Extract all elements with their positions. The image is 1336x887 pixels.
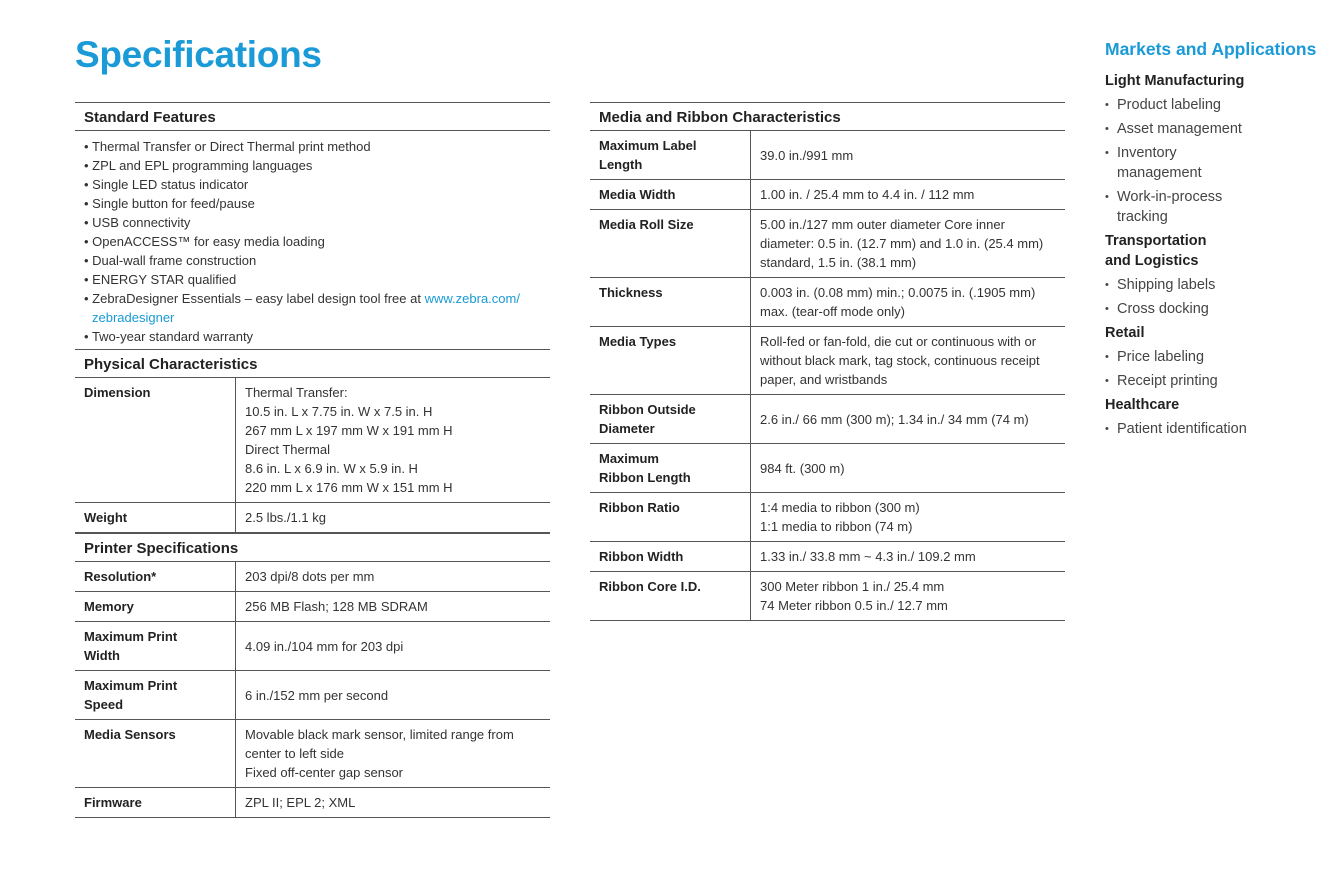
feature-text: Single button for feed/pause [92,196,255,211]
spec-value [751,180,1066,210]
spec-value-line: standard, 1.5 in. (38.1 mm) [760,255,917,270]
spec-value [236,378,551,503]
spec-row [590,493,1065,542]
spec-value-line: 6 in./152 mm per second [245,687,389,703]
feature-text: Single LED status indicator [92,177,249,192]
market-item: • Asset management [1105,119,1325,139]
standard-features-heading: Standard Features [75,102,550,131]
markets-sidebar [1105,39,1325,443]
spec-value [751,395,1066,444]
spec-row [590,572,1065,621]
market-item: • Work-in-process tracking [1105,187,1235,227]
spec-value [236,720,551,788]
spec-value-line: 2.5 lbs./1.1 kg [245,510,326,525]
page-title: Specifications [75,34,322,75]
market-item: • Inventory management [1105,143,1235,183]
spec-label [75,378,236,503]
left-column [75,102,550,818]
spec-label-text: Maximum Label Length [599,138,697,172]
feature-text: ENERGY STAR qualified [92,272,237,287]
spec-label-text: Thickness [599,285,663,300]
spec-label-text: Ribbon Outside Diameter [599,402,696,436]
spec-value [236,671,551,720]
spec-label [590,210,751,278]
spec-row [75,503,550,533]
market-item: • Price labeling [1105,347,1325,367]
spec-label [590,180,751,210]
spec-row [75,622,550,671]
spec-value [236,622,551,671]
market-list [1105,95,1325,227]
spec-label-text: Ribbon Width [599,549,684,564]
spec-label-text: Weight [84,510,128,525]
spec-label [75,671,236,720]
spec-label [75,503,236,533]
spec-label-text: Maximum Print Width [84,629,178,663]
spec-label [75,592,236,622]
spec-row [590,395,1065,444]
market-item: • Receipt printing [1105,371,1325,391]
spec-value-line: 984 ft. (300 m) [760,460,845,476]
spec-row [590,180,1065,210]
spec-label-text: Media Types [599,334,677,349]
spec-label [75,788,236,818]
spec-value-line: paper, and wristbands [760,372,888,387]
market-item: • Cross docking [1105,299,1325,319]
standard-features-list [75,131,550,349]
spec-value [751,327,1066,395]
feature-text: OpenACCESS™ for easy media loading [92,234,325,249]
feature-item [84,270,550,289]
spec-value [236,562,551,592]
market-list [1105,275,1325,319]
spec-value-line: 256 MB Flash; 128 MB SDRAM [245,599,428,614]
spec-value [751,572,1066,621]
spec-label [590,572,751,621]
spec-value-line: 8.6 in. L x 6.9 in. W x 5.9 in. H [245,461,418,476]
spec-row [590,542,1065,572]
spec-label-text: Ribbon Core I.D. [599,579,701,594]
spec-value [751,210,1066,278]
spec-value-line: max. (tear-off mode only) [760,304,905,319]
spec-value-line: 203 dpi/8 dots per mm [245,569,375,584]
spec-value-line: 39.0 in./991 mm [760,147,854,163]
feature-text: Dual-wall frame construction [92,253,257,268]
spec-label [590,542,751,572]
spec-value-line: center to left side [245,746,344,761]
spec-value-line: 267 mm L x 197 mm W x 191 mm H [245,423,453,438]
spec-label-text: Ribbon Ratio [599,500,680,515]
spec-label-text: Maximum Print Speed [84,678,178,712]
spec-label-text: Media Sensors [84,727,176,742]
spec-value-line: 1:1 media to ribbon (74 m) [760,519,913,534]
spec-value-line: 300 Meter ribbon 1 in./ 25.4 mm [760,579,945,594]
printer-specs-heading: Printer Specifications [75,533,550,562]
spec-label-text: Firmware [84,795,142,810]
feature-item [84,232,550,251]
spec-value-line: 0.003 in. (0.08 mm) min.; 0.0075 in. (.1905 mm) [760,285,1036,300]
media-ribbon-heading: Media and Ribbon Characteristics [590,102,1065,131]
spec-value [751,542,1066,572]
spec-value [751,278,1066,327]
market-list [1105,347,1325,391]
spec-value-line: Thermal Transfer: [245,385,348,400]
markets-heading: Markets and Applications [1105,39,1317,59]
spec-value [751,131,1066,180]
spec-value-line: 74 Meter ribbon 0.5 in./ 12.7 mm [760,598,948,613]
feature-item [84,327,550,346]
feature-item [84,251,550,270]
market-item: • Patient identification [1105,419,1325,439]
spec-label [590,327,751,395]
feature-text: Two-year standard warranty [91,329,254,344]
physical-heading: Physical Characteristics [75,349,550,378]
market-group-heading: Light Manufacturing [1105,73,1245,89]
spec-value-line: 2.6 in./ 66 mm (300 m); 1.34 in./ 34 mm (74 m) [760,411,1029,427]
market-list [1105,419,1325,439]
feature-item [84,289,550,327]
spec-label [75,720,236,788]
feature-item [84,175,550,194]
market-item: • Shipping labels [1105,275,1325,295]
spec-row [75,671,550,720]
spec-label-text: Memory [84,599,134,614]
spec-label [590,278,751,327]
spec-value [236,503,551,533]
spec-value-line: Direct Thermal [245,442,331,457]
spec-value [751,493,1066,542]
market-group-heading: Retail [1105,325,1145,341]
feature-item [84,137,550,156]
market-group-heading: Healthcare [1105,397,1180,413]
spec-row [590,327,1065,395]
spec-value-line: without black mark, tag stock, continuous receipt [760,353,1040,368]
spec-value-line: 1:4 media to ribbon (300 m) [760,500,920,515]
spec-value-line: Movable black mark sensor, limited range from [245,727,514,742]
spec-label [75,562,236,592]
spec-label-text: Media Width [599,187,676,202]
feature-item [84,194,550,213]
middle-column [590,102,1065,621]
feature-item [84,213,550,232]
feature-text: ZebraDesigner Essentials – easy label design tool free at [92,291,425,306]
feature-item [84,156,550,175]
spec-row [590,444,1065,493]
spec-row [590,131,1065,180]
spec-value-line: 1.33 in./ 33.8 mm ~ 4.3 in./ 109.2 mm [760,549,976,564]
spec-row [75,378,550,503]
physical-table [75,378,550,533]
feature-text: USB connectivity [92,215,191,230]
spec-value-line: diameter: 0.5 in. (12.7 mm) and 1.0 in. (25.4 mm) [760,236,1044,251]
spec-label-text: Dimension [84,385,151,400]
spec-value-line: 4.09 in./104 mm for 203 dpi [245,638,404,654]
spec-label-text: Resolution* [84,569,157,584]
spec-value-line: ZPL II; EPL 2; XML [245,795,356,810]
spec-row [75,788,550,818]
feature-text: ZPL and EPL programming languages [92,158,313,173]
spec-row [590,278,1065,327]
market-item: • Product labeling [1105,95,1325,115]
spec-value-line: 5.00 in./127 mm outer diameter Core inner [760,217,1005,232]
market-group-heading: Transportation and Logistics [1105,233,1207,269]
spec-row [590,210,1065,278]
spec-value-line: Roll-fed or fan-fold, die cut or continuous with or [760,334,1037,349]
spec-label-text: Maximum Ribbon Length [599,451,691,485]
printer-specs-table [75,562,550,818]
feature-text: Thermal Transfer or Direct Thermal print method [91,139,371,154]
spec-value-line: 220 mm L x 176 mm W x 151 mm H [245,480,453,495]
spec-label [590,395,751,444]
spec-row [75,720,550,788]
spec-label [75,622,236,671]
spec-value [236,788,551,818]
spec-value [236,592,551,622]
media-ribbon-table [590,131,1065,621]
spec-label [590,131,751,180]
spec-value-line: Fixed off-center gap sensor [245,765,404,780]
spec-row [75,562,550,592]
spec-label [590,444,751,493]
spec-label-text: Media Roll Size [599,217,694,232]
spec-row [75,592,550,622]
spec-value-line: 1.00 in. / 25.4 mm to 4.4 in. / 112 mm [760,187,975,202]
zebradesigner-link[interactable]: www.zebra.com/ zebradesigner [92,291,520,325]
spec-value-line: 10.5 in. L x 7.75 in. W x 7.5 in. H [245,404,433,419]
spec-value [751,444,1066,493]
spec-label [590,493,751,542]
